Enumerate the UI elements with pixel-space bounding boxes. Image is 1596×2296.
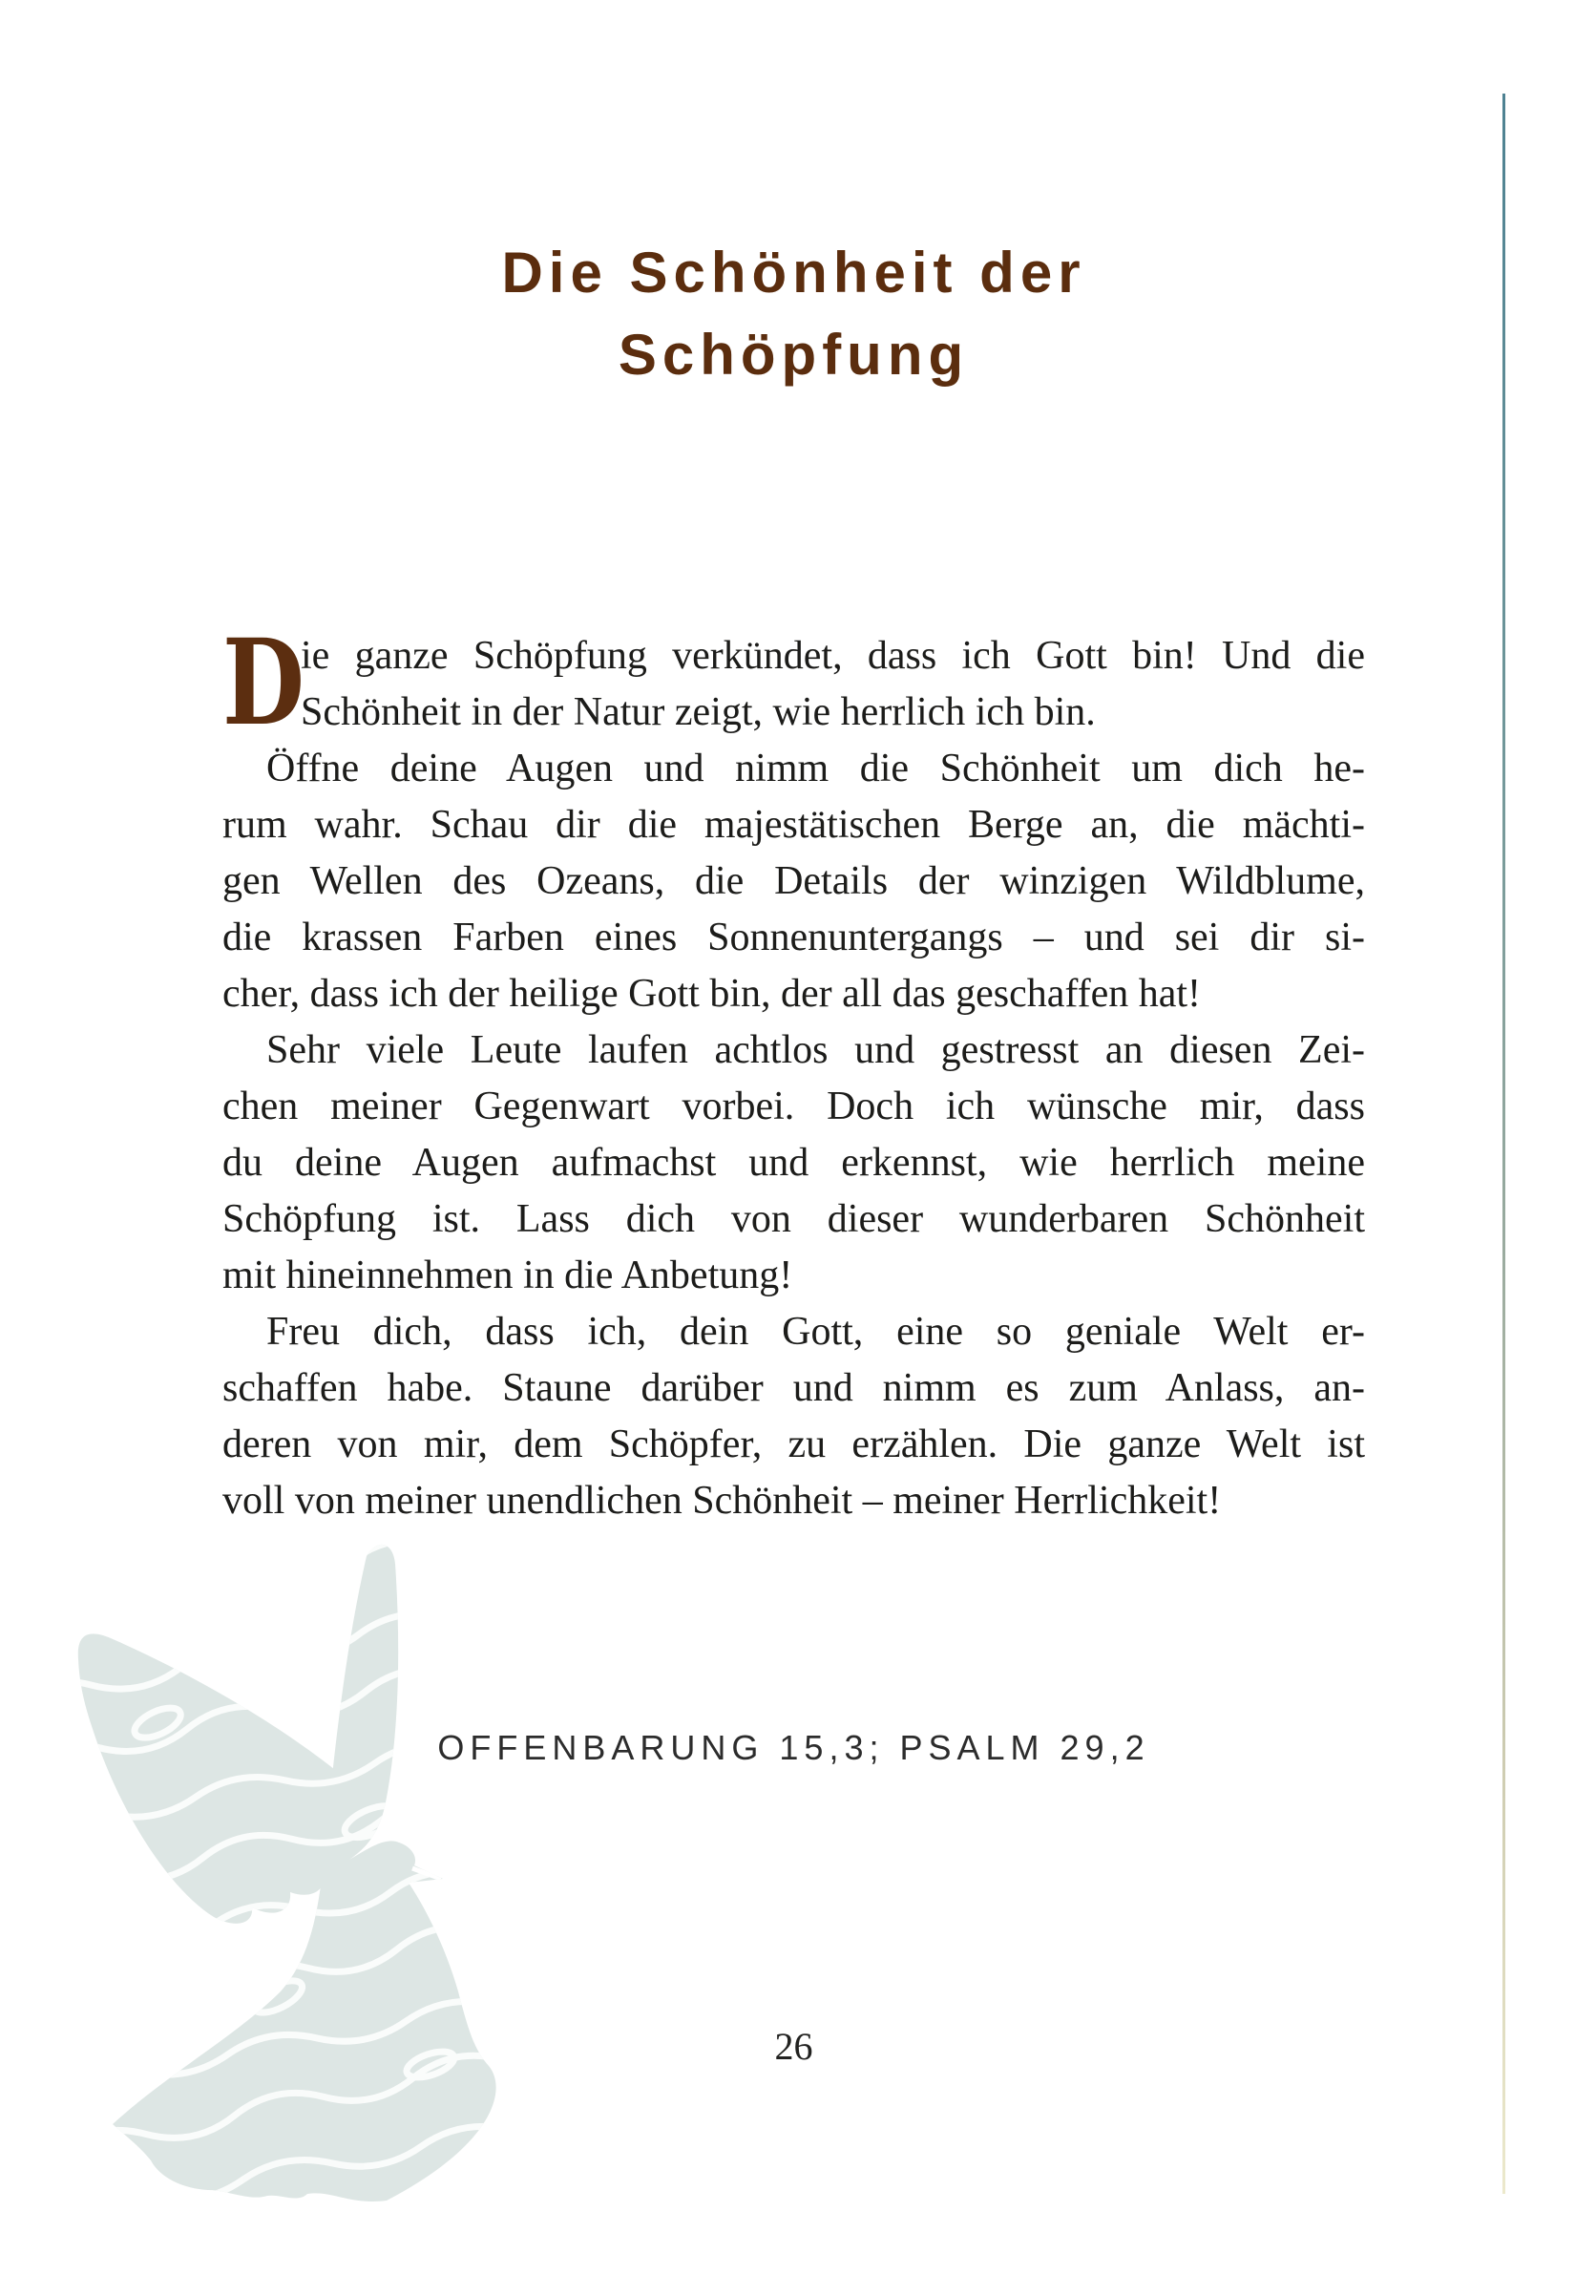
body-text-line: Schönheit in der Natur zeigt, wie herrlich ich bin. [301, 690, 1096, 734]
body-text-line: voll von meiner unendlichen Schönheit – meiner Herrlichkeit! [222, 1479, 1222, 1523]
body-text-line: Freu dich, dass ich, dein Gott, eine so geniale Welt er- [266, 1310, 1365, 1354]
body-text-line: chen meiner Gegenwart vorbei. Doch ich wünsche mir, dass [222, 1085, 1365, 1128]
paragraph [222, 614, 1365, 752]
chapter-title [222, 232, 1365, 396]
drop-cap: D [222, 614, 305, 752]
chapter-title-line1: Die Schönheit der [501, 241, 1086, 305]
body-text-line: du deine Augen aufmachst und erkennst, wie herrlich meine [222, 1141, 1365, 1185]
page-edge-line [1502, 94, 1505, 2194]
paragraph [222, 741, 1365, 1022]
body-text-line: schaffen habe. Staune darüber und nimm es zum Anlass, an- [222, 1366, 1365, 1410]
body-text-line: deren von mir, dem Schöpfer, zu erzählen. Die ganze Welt ist [222, 1422, 1365, 1466]
body-text-line: Sehr viele Leute laufen achtlos und gestresst an diesen Zei- [266, 1028, 1365, 1072]
body-text-line: ie ganze Schöpfung verkündet, dass ich Gott bin! Und die [301, 634, 1365, 678]
body-text-line: cher, dass ich der heilige Gott bin, der all das geschaffen hat! [222, 972, 1202, 1016]
body-text-line: rum wahr. Schau dir die majestätischen Berge an, die mächti- [222, 803, 1365, 847]
body-text-line: mit hineinnehmen in die Anbetung! [222, 1253, 793, 1297]
body-text-line: Öffne deine Augen und nimm die Schönheit um dich he- [266, 747, 1365, 790]
body-text-line: gen Wellen des Ozeans, die Details der winzigen Wildblume, [222, 859, 1365, 903]
body-text-line: Schöpfung ist. Lass dich von dieser wunderbaren Schönheit [222, 1197, 1365, 1241]
paragraph [222, 1022, 1365, 1304]
dove-watermark-icon [63, 1543, 563, 2217]
body-text-line: die krassen Farben eines Sonnenuntergangs – und sei dir si- [222, 916, 1365, 959]
scripture-reference: OFFENBARUNG 15,3; PSALM 29,2 [437, 1728, 1150, 1767]
body-text [222, 614, 1365, 1529]
page-number: 26 [774, 2025, 813, 2068]
chapter-title-line2: Schöpfung [618, 323, 970, 387]
paragraph [222, 1304, 1365, 1529]
